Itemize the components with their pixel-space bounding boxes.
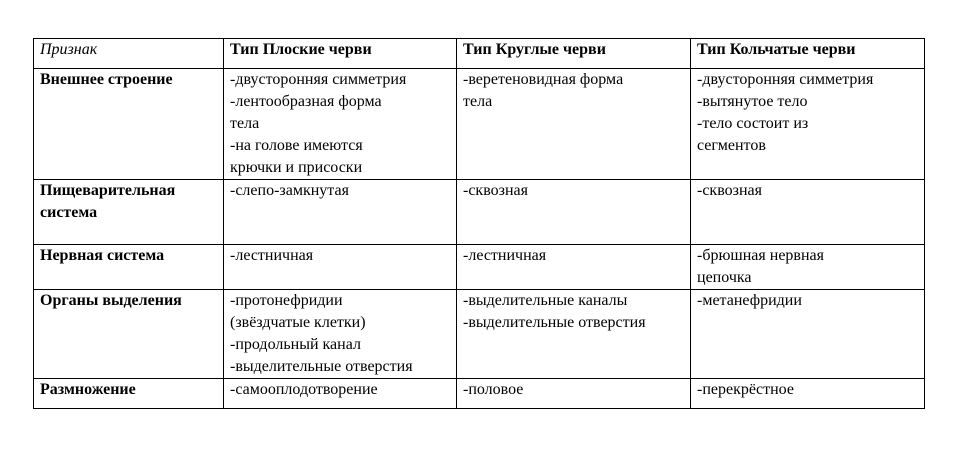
cell-line: -протонефридии — [230, 292, 343, 309]
cell-ringed-worms — [691, 69, 925, 180]
cell-roundworms — [457, 379, 691, 409]
row-feature-label: Внешнее строение — [34, 69, 224, 180]
cell-line: -лестничная — [463, 247, 547, 264]
cell-roundworms — [457, 290, 691, 379]
cell-line: -сквозная — [697, 182, 762, 199]
cell-line: -метанефридии — [697, 292, 802, 309]
cell-line: сегментов — [697, 137, 766, 154]
table-row — [34, 379, 925, 409]
cell-flatworms — [224, 245, 457, 290]
cell-line: -продольный канал — [230, 336, 361, 353]
row-feature-label: Нервная система — [34, 245, 224, 290]
cell-line: крючки и присоски — [230, 159, 363, 176]
cell-ringed-worms — [691, 379, 925, 409]
cell-line: -веретеновидная форма — [463, 71, 624, 88]
cell-ringed-worms — [691, 245, 925, 290]
table-row — [34, 180, 925, 245]
cell-line: -брюшная нервная — [697, 247, 825, 264]
row-feature-label: Размножение — [34, 379, 224, 409]
cell-line: -вытянутое тело — [697, 93, 808, 110]
header-feature: Признак — [34, 39, 224, 69]
cell-line: -тело состоит из — [697, 115, 809, 132]
cell-flatworms — [224, 69, 457, 180]
header-flatworms: Тип Плоские черви — [224, 39, 457, 69]
cell-line: -половое — [463, 381, 524, 398]
cell-line: -двусторонняя симметрия — [230, 71, 407, 88]
cell-line: -выделительные отверстия — [230, 358, 413, 375]
cell-line: -сквозная — [463, 182, 528, 199]
table-body — [34, 69, 925, 409]
header-roundworms: Тип Круглые черви — [457, 39, 691, 69]
cell-roundworms — [457, 180, 691, 245]
cell-roundworms — [457, 69, 691, 180]
row-feature-label: Органы выделения — [34, 290, 224, 379]
cell-line: -лентообразная форма — [230, 93, 382, 110]
cell-line: -слепо-замкнутая — [230, 182, 349, 199]
cell-line: цепочка — [697, 269, 752, 286]
cell-flatworms — [224, 290, 457, 379]
cell-flatworms — [224, 379, 457, 409]
row-feature-label: Пищеварительная система — [34, 180, 224, 245]
header-ringed-worms: Тип Кольчатые черви — [691, 39, 925, 69]
cell-ringed-worms — [691, 290, 925, 379]
cell-line: (звёздчатые клетки) — [230, 314, 366, 331]
table-row — [34, 290, 925, 379]
cell-roundworms — [457, 245, 691, 290]
cell-line: -двусторонняя симметрия — [697, 71, 874, 88]
cell-line: -на голове имеются — [230, 137, 363, 154]
table-row — [34, 69, 925, 180]
cell-line: -лестничная — [230, 247, 314, 264]
cell-line: -выделительные каналы — [463, 292, 628, 309]
cell-line: тела — [230, 115, 260, 132]
table-row — [34, 245, 925, 290]
cell-line: тела — [463, 93, 493, 110]
cell-ringed-worms — [691, 180, 925, 245]
cell-line: -выделительные отверстия — [463, 314, 646, 331]
comparison-table — [33, 38, 925, 409]
cell-flatworms — [224, 180, 457, 245]
cell-line: -перекрёстное — [697, 381, 794, 398]
header-row — [34, 39, 925, 69]
cell-line: -самооплодотворение — [230, 381, 378, 398]
